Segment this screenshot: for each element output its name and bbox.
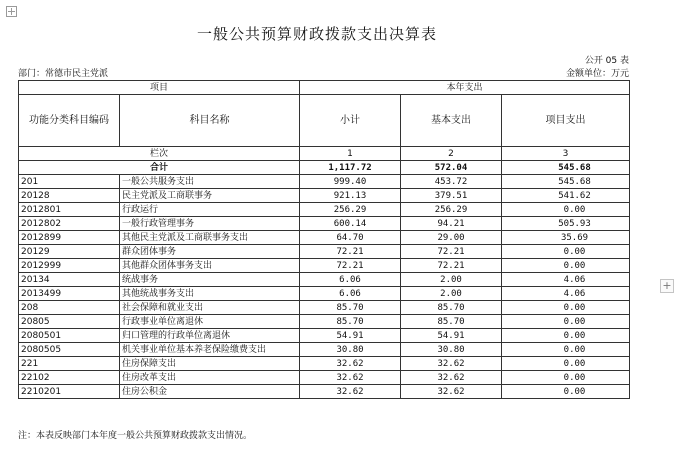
table-row xyxy=(19,371,630,385)
header-current-year: 本年支出 xyxy=(300,81,630,95)
table-row xyxy=(19,301,630,315)
row-code: 20134 xyxy=(19,273,120,287)
row-name: 一般行政管理事务 xyxy=(120,217,300,231)
table-row xyxy=(19,287,630,301)
row-subtotal: 32.62 xyxy=(300,371,401,385)
department-label: 部门：常德市民主党派 xyxy=(18,69,109,79)
row-basic: 29.00 xyxy=(401,231,502,245)
row-project: 0.00 xyxy=(502,203,630,217)
table-row xyxy=(19,217,630,231)
row-code: 2013499 xyxy=(19,287,120,301)
row-subtotal: 54.91 xyxy=(300,329,401,343)
index-1: 1 xyxy=(300,147,401,161)
row-code: 2080501 xyxy=(19,329,120,343)
row-code: 2210201 xyxy=(19,385,120,399)
row-code: 2012802 xyxy=(19,217,120,231)
table-row xyxy=(19,203,630,217)
row-basic: 256.29 xyxy=(401,203,502,217)
index-row xyxy=(19,147,630,161)
table-select-handle-icon[interactable] xyxy=(6,6,17,17)
index-2: 2 xyxy=(401,147,502,161)
header-item: 项目 xyxy=(19,81,300,95)
table-row xyxy=(19,273,630,287)
row-project: 0.00 xyxy=(502,343,630,357)
total-label: 合计 xyxy=(19,161,300,175)
row-basic: 32.62 xyxy=(401,385,502,399)
row-basic: 32.62 xyxy=(401,371,502,385)
row-basic: 85.70 xyxy=(401,301,502,315)
row-name: 统战事务 xyxy=(120,273,300,287)
row-name: 住房公积金 xyxy=(120,385,300,399)
row-name: 行政运行 xyxy=(120,203,300,217)
row-project: 0.00 xyxy=(502,371,630,385)
row-name: 其他统战事务支出 xyxy=(120,287,300,301)
row-subtotal: 600.14 xyxy=(300,217,401,231)
row-basic: 72.21 xyxy=(401,245,502,259)
row-subtotal: 30.80 xyxy=(300,343,401,357)
header-row-columns xyxy=(19,95,630,147)
row-basic: 453.72 xyxy=(401,175,502,189)
row-subtotal: 72.21 xyxy=(300,245,401,259)
table-row xyxy=(19,385,630,399)
table-row xyxy=(19,343,630,357)
row-code: 2012999 xyxy=(19,259,120,273)
table-row xyxy=(19,175,630,189)
row-project: 0.00 xyxy=(502,245,630,259)
row-code: 20129 xyxy=(19,245,120,259)
row-project: 35.69 xyxy=(502,231,630,245)
total-row xyxy=(19,161,630,175)
row-basic: 2.00 xyxy=(401,287,502,301)
row-project: 541.62 xyxy=(502,189,630,203)
header-basic: 基本支出 xyxy=(401,95,502,147)
add-column-button[interactable]: + xyxy=(660,279,674,293)
row-project: 4.06 xyxy=(502,287,630,301)
row-name: 社会保障和就业支出 xyxy=(120,301,300,315)
row-basic: 72.21 xyxy=(401,259,502,273)
row-name: 行政事业单位离退休 xyxy=(120,315,300,329)
row-name: 其他民主党派及工商联事务支出 xyxy=(120,231,300,245)
row-subtotal: 921.13 xyxy=(300,189,401,203)
table-row xyxy=(19,189,630,203)
header-code: 功能分类科目编码 xyxy=(19,95,120,147)
row-basic: 2.00 xyxy=(401,273,502,287)
row-subtotal: 72.21 xyxy=(300,259,401,273)
row-basic: 85.70 xyxy=(401,315,502,329)
unit-label: 金额单位：万元 xyxy=(565,69,629,79)
row-subtotal: 64.70 xyxy=(300,231,401,245)
row-project: 0.00 xyxy=(502,301,630,315)
row-project: 0.00 xyxy=(502,315,630,329)
footnote: 注：本表反映部门本年度一般公共预算财政拨款支出情况。 xyxy=(18,431,253,441)
row-basic: 32.62 xyxy=(401,357,502,371)
row-project: 505.93 xyxy=(502,217,630,231)
row-subtotal: 32.62 xyxy=(300,357,401,371)
row-code: 22102 xyxy=(19,371,120,385)
row-name: 归口管理的行政单位离退休 xyxy=(120,329,300,343)
row-name: 住房改革支出 xyxy=(120,371,300,385)
row-name: 一般公共服务支出 xyxy=(120,175,300,189)
table-row xyxy=(19,315,630,329)
row-subtotal: 85.70 xyxy=(300,301,401,315)
row-code: 2080505 xyxy=(19,343,120,357)
table-row xyxy=(19,259,630,273)
table-row xyxy=(19,231,630,245)
row-subtotal: 256.29 xyxy=(300,203,401,217)
table-row xyxy=(19,357,630,371)
page-title: 一般公共预算财政拨款支出决算表 xyxy=(196,25,437,43)
row-basic: 379.51 xyxy=(401,189,502,203)
row-name: 住房保障支出 xyxy=(120,357,300,371)
row-code: 201 xyxy=(19,175,120,189)
row-code: 2012899 xyxy=(19,231,120,245)
row-subtotal: 85.70 xyxy=(300,315,401,329)
row-code: 2012801 xyxy=(19,203,120,217)
row-subtotal: 999.40 xyxy=(300,175,401,189)
table-row xyxy=(19,329,630,343)
header-project: 项目支出 xyxy=(502,95,630,147)
total-basic: 572.04 xyxy=(401,161,502,175)
row-project: 0.00 xyxy=(502,329,630,343)
row-basic: 30.80 xyxy=(401,343,502,357)
row-subtotal: 6.06 xyxy=(300,287,401,301)
header-row-top xyxy=(19,81,630,95)
row-subtotal: 6.06 xyxy=(300,273,401,287)
row-project: 0.00 xyxy=(502,259,630,273)
row-name: 其他群众团体事务支出 xyxy=(120,259,300,273)
row-name: 机关事业单位基本养老保险缴费支出 xyxy=(120,343,300,357)
total-subtotal: 1,117.72 xyxy=(300,161,401,175)
row-project: 4.06 xyxy=(502,273,630,287)
row-subtotal: 32.62 xyxy=(300,385,401,399)
row-project: 545.68 xyxy=(502,175,630,189)
row-basic: 94.21 xyxy=(401,217,502,231)
row-code: 20805 xyxy=(19,315,120,329)
header-subtotal: 小计 xyxy=(300,95,401,147)
index-label: 栏次 xyxy=(19,147,300,161)
header-name: 科目名称 xyxy=(120,95,300,147)
row-basic: 54.91 xyxy=(401,329,502,343)
row-project: 0.00 xyxy=(502,357,630,371)
row-code: 20128 xyxy=(19,189,120,203)
index-3: 3 xyxy=(502,147,630,161)
row-code: 208 xyxy=(19,301,120,315)
form-number: 公开 05 表 xyxy=(584,56,629,66)
table-row xyxy=(19,245,630,259)
row-name: 民主党派及工商联事务 xyxy=(120,189,300,203)
row-project: 0.00 xyxy=(502,385,630,399)
row-code: 221 xyxy=(19,357,120,371)
row-name: 群众团体事务 xyxy=(120,245,300,259)
total-project: 545.68 xyxy=(502,161,630,175)
budget-table xyxy=(18,80,630,399)
